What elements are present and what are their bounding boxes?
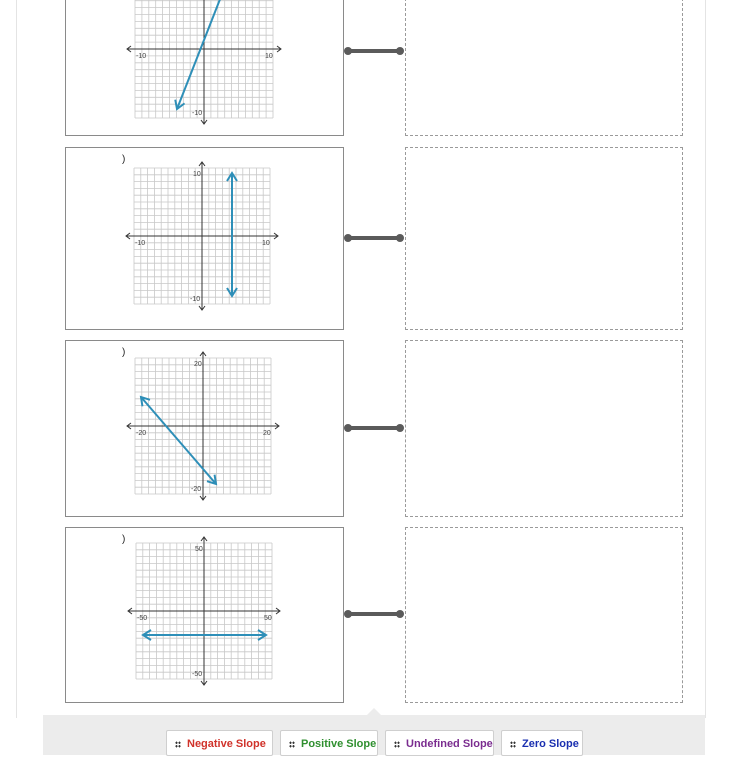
chip-positive-slope[interactable] — [280, 730, 378, 756]
graph-3-plot — [66, 341, 343, 516]
connector-3 — [344, 424, 404, 434]
graph-card-2 — [65, 147, 344, 330]
graph-2-plot — [66, 148, 343, 329]
tick-label-left: -10 — [136, 53, 147, 60]
graph-label: ) — [122, 347, 126, 358]
tick-label-bottom: -50 — [192, 671, 203, 678]
graph-1-plot — [66, 0, 343, 135]
graph-label: ) — [122, 154, 126, 165]
tick-label-left: -10 — [135, 240, 146, 247]
chip-label: Undefined Slope — [406, 738, 493, 750]
tick-label-right: 50 — [264, 615, 272, 622]
chip-undefined-slope[interactable] — [385, 730, 494, 756]
chip-label: Negative Slope — [187, 738, 266, 750]
tick-label-right: 20 — [263, 430, 271, 437]
drop-zone-2[interactable] — [405, 147, 683, 330]
connector-1 — [344, 47, 404, 57]
chip-label: Zero Slope — [522, 738, 579, 750]
tick-label-left: -50 — [137, 615, 148, 622]
connector-2 — [344, 234, 404, 244]
tick-label-top: 20 — [194, 361, 202, 368]
tick-label-right: 10 — [262, 240, 270, 247]
tick-label-right: 10 — [265, 53, 273, 60]
chip-label: Positive Slope — [301, 738, 377, 750]
graph-label: ) — [122, 534, 126, 545]
tick-label-top: 10 — [193, 171, 201, 178]
chip-negative-slope[interactable] — [166, 730, 273, 756]
connector-4 — [344, 610, 404, 620]
tick-label-top: 50 — [195, 546, 203, 553]
tick-label-left: -20 — [136, 430, 147, 437]
drag-handle-icon — [175, 741, 181, 748]
drop-zone-4[interactable] — [405, 527, 683, 703]
tick-label-bottom: -10 — [192, 110, 203, 117]
tick-label-bottom: -20 — [191, 486, 202, 493]
chip-zero-slope[interactable] — [501, 730, 583, 756]
graph-4-plot — [66, 528, 343, 702]
graph-card-4 — [65, 527, 344, 703]
graph-card-1 — [65, 0, 344, 136]
plotted-line — [141, 397, 216, 484]
drag-handle-icon — [289, 741, 295, 748]
drag-handle-icon — [394, 741, 400, 748]
drop-zone-1[interactable] — [405, 0, 683, 136]
tick-label-bottom: -10 — [190, 296, 201, 303]
drag-handle-icon — [510, 741, 516, 748]
plotted-line — [177, 0, 224, 109]
drop-zone-3[interactable] — [405, 340, 683, 517]
graph-card-3 — [65, 340, 344, 517]
